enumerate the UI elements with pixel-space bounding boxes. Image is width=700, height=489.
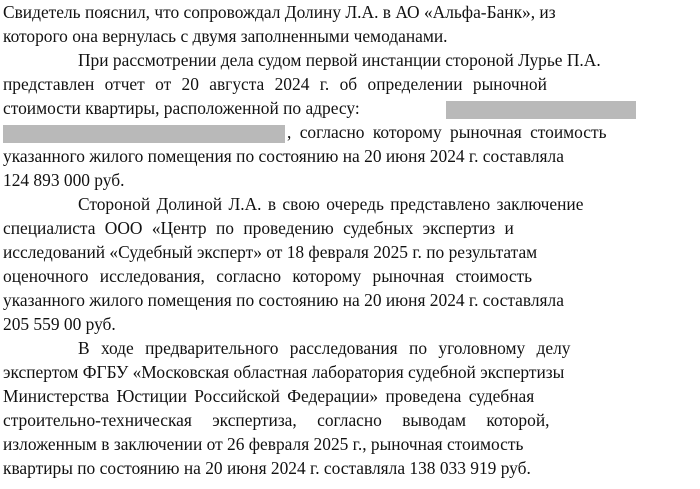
line-text: указанного жилого помещения по состоянию на 20 июня 2024 г. составляла bbox=[3, 290, 564, 310]
text-line-11 bbox=[3, 240, 537, 264]
redaction-box bbox=[3, 125, 285, 143]
line-text: Министерства Юстиции Российской Федерации» проведена судебная bbox=[3, 386, 535, 406]
text-line-12 bbox=[3, 264, 532, 288]
text-line-15 bbox=[78, 336, 570, 360]
redaction-box bbox=[446, 101, 636, 119]
line-text: указанного жилого помещения по состоянию на 20 июня 2024 г. составляла bbox=[3, 146, 564, 166]
line-text: экспертом ФГБУ «Московская областная лаборатория судебной экспертизы bbox=[3, 362, 565, 382]
text-line-14 bbox=[3, 312, 116, 336]
text-line-10 bbox=[3, 216, 514, 240]
text-line-5 bbox=[3, 96, 360, 120]
line-text: При рассмотрении дела судом первой инстанции стороной Лурье П.А. bbox=[78, 50, 601, 70]
line-text: оценочного исследования, согласно которому рыночная стоимость bbox=[3, 266, 533, 286]
text-line-1 bbox=[3, 0, 663, 24]
line-text: представлен отчет от 20 августа 2024 г. об определении рыночной bbox=[3, 74, 547, 94]
line-text: строительно-техническая экспертиза, согласно выводам которой, bbox=[3, 410, 550, 430]
line-text: Свидетель пояснил, что сопровождал Долину Л.А. в АО «Альфа-Банк», из bbox=[3, 2, 556, 22]
redacted-address-part-1 bbox=[446, 96, 636, 120]
redacted-address-part-2 bbox=[3, 120, 285, 144]
line-text: 205 559 00 руб. bbox=[3, 314, 116, 334]
line-text: исследований «Судебный эксперт» от 18 февраля 2025 г. по результатам bbox=[3, 242, 538, 262]
text-line-2 bbox=[3, 24, 448, 48]
line-text: изложенным в заключении от 26 февраля 2025 г., рыночная стоимость bbox=[3, 434, 524, 454]
line-text: специалиста ООО «Центр по проведению судебных экспертиз и bbox=[3, 218, 514, 238]
text-line-7 bbox=[3, 144, 564, 168]
text-line-6 bbox=[287, 120, 607, 144]
text-line-13 bbox=[3, 288, 564, 312]
line-text: , согласно которому рыночная стоимость bbox=[287, 122, 607, 142]
line-text: В ходе предварительного расследования по уголовному делу bbox=[78, 338, 571, 358]
text-line-18 bbox=[3, 408, 549, 432]
text-line-4 bbox=[3, 72, 663, 96]
line-text: Стороной Долиной Л.А. в свою очередь представлено заключение bbox=[78, 194, 584, 214]
line-text: квартиры по состоянию на 20 июня 2024 г. составляла 138 033 919 руб. bbox=[3, 458, 531, 478]
line-text: которого она вернулась с двумя заполненными чемоданами. bbox=[3, 26, 448, 46]
text-line-8 bbox=[3, 168, 124, 192]
text-line-16 bbox=[3, 360, 564, 384]
text-line-3 bbox=[78, 48, 601, 72]
text-line-9 bbox=[78, 192, 583, 216]
text-line-19 bbox=[3, 432, 523, 456]
line-text: 124 893 000 руб. bbox=[3, 170, 125, 190]
text-line-17 bbox=[3, 384, 534, 408]
text-line-20 bbox=[3, 456, 531, 480]
line-text: стоимости квартиры, расположенной по адресу: bbox=[3, 98, 360, 118]
